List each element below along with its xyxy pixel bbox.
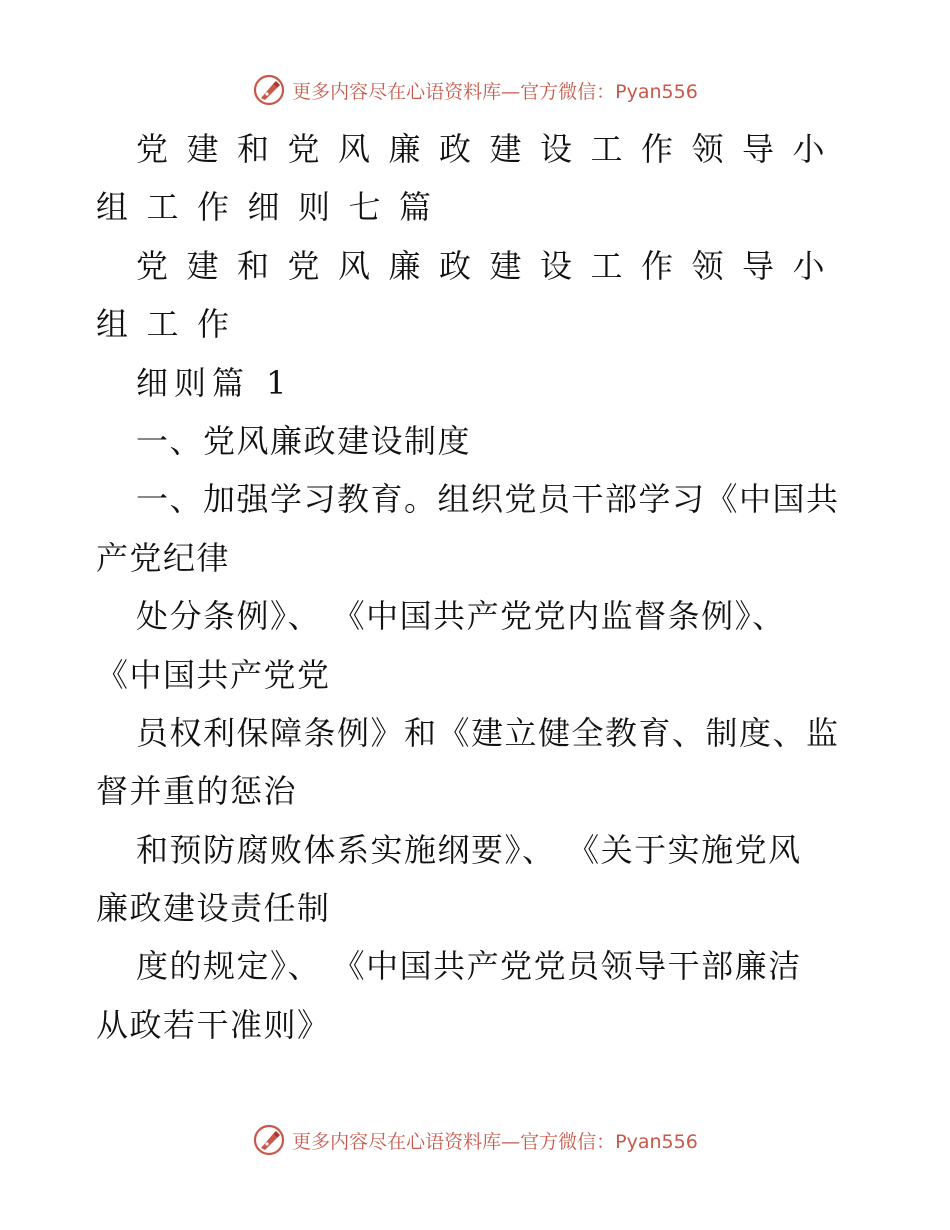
footer-watermark [0,1120,950,1160]
document-line: 督并重的惩治 [96,772,298,811]
document-line: 一、党风廉政建设制度 [136,421,472,460]
document-line: 产党纪律 [96,538,231,577]
document-line: 一、加强学习教育。组织党员干部学习《中国共 [136,480,840,519]
document-line: 党建和党风廉政建设工作领导小 [136,130,844,168]
pen-nib-logo-icon [252,73,286,107]
pen-nib-logo-icon [252,1123,286,1157]
watermark-text: 更多内容尽在心语资料库—官方微信：Pyan556 [292,80,698,103]
header-watermark [0,70,950,110]
document-line: 党建和党风廉政建设工作领导小 [136,246,844,285]
document-line: 处分条例》、 《中国共产党党内监督条例》、 [136,597,786,636]
document-line: 员权利保障条例》和《建立健全教育、制度、监 [136,713,840,752]
document-line: 组工作 [96,305,248,344]
document-line: 《中国共产党党 [96,655,331,694]
document-line: 从政若干准则》 [96,1005,331,1044]
document-line: 度的规定》、 《中国共产党党员领导干部廉洁 [136,947,802,986]
document-body [96,120,856,1054]
document-line: 细则篇 1 [136,363,293,402]
watermark-text: 更多内容尽在心语资料库—官方微信：Pyan556 [292,1130,698,1153]
document-line: 组工作细则七篇 [96,188,450,227]
document-line: 廉政建设责任制 [96,889,331,928]
document-line: 和预防腐败体系实施纲要》、 《关于实施党风 [136,830,802,869]
